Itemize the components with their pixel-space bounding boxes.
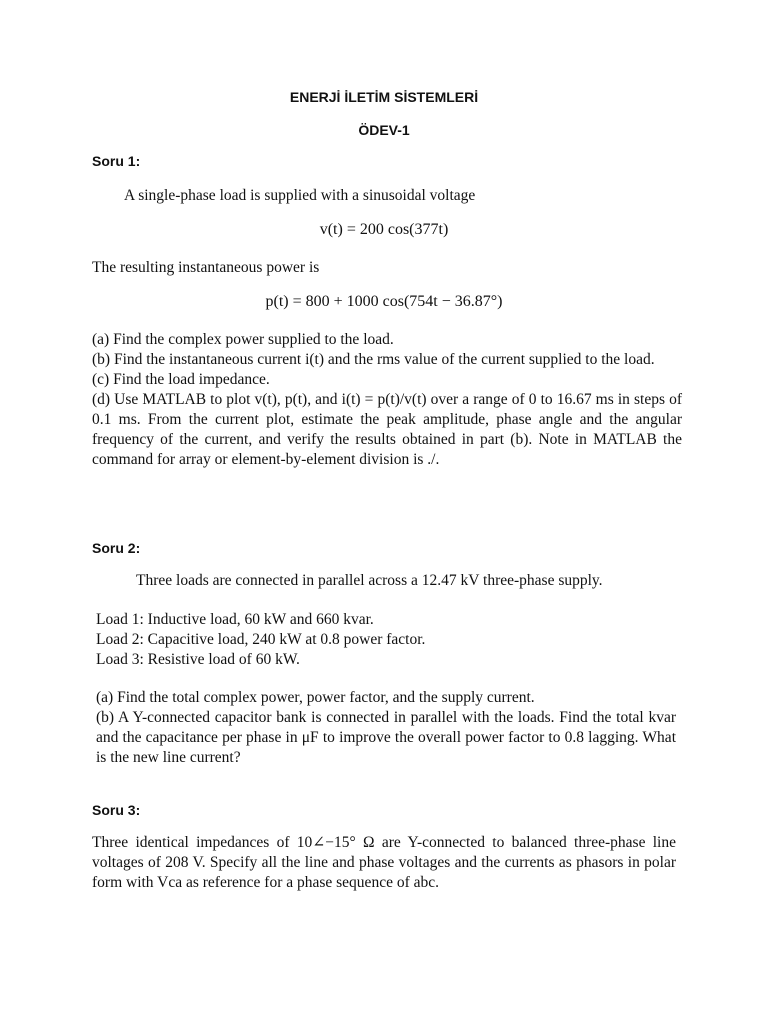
question-3-label: Soru 3: — [92, 802, 141, 818]
question-2-part-a: (a) Find the total complex power, power factor, and the supply current. — [96, 689, 535, 706]
question-2-part-b: (b) A Y-connected capacitor bank is connected in parallel with the loads. Find the total kvar and the capacitance per phase in μF to improve the overall power factor to 0.8 lagging. What is the new line current? — [96, 709, 676, 766]
question-1-part-b: (b) Find the instantaneous current i(t) and the rms value of the current supplied to the load. — [92, 351, 655, 368]
load-2: Load 2: Capacitive load, 240 kW at 0.8 power factor. — [96, 631, 426, 648]
load-1: Load 1: Inductive load, 60 kW and 660 kvar. — [96, 611, 374, 628]
question-1-part-c: (c) Find the load impedance. — [92, 371, 270, 388]
question-2-label: Soru 2: — [92, 540, 141, 556]
question-2-intro: Three loads are connected in parallel across a 12.47 kV three-phase supply. — [136, 572, 603, 589]
power-intro: The resulting instantaneous power is — [92, 259, 320, 276]
document-title: ENERJİ İLETİM SİSTEMLERİ — [289, 89, 479, 105]
question-1-part-d: (d) Use MATLAB to plot v(t), p(t), and i(t) = p(t)/v(t) over a range of 0 to 16.67 ms in steps of 0.1 ms. From the current plot, estimate the peak amplitude, phase angle and the angular frequency of the current, and verify the results obtained in part (b). Note in MATLAB the command for array or element-by-element division is ./. — [92, 391, 682, 468]
question-1-part-a: (a) Find the complex power supplied to the load. — [92, 331, 394, 348]
question-2-parts — [96, 688, 676, 768]
load-3: Load 3: Resistive load of 60 kW. — [96, 651, 300, 668]
document-subtitle: ÖDEV-1 — [358, 122, 410, 138]
question-1-label: Soru 1: — [92, 153, 141, 169]
load-list — [96, 610, 676, 670]
voltage-equation: v(t) = 200 cos(377t) — [319, 221, 449, 238]
question-1-intro: A single-phase load is supplied with a sinusoidal voltage — [124, 187, 476, 204]
question-3-text: Three identical impedances of 10∠−15° Ω are Y-connected to balanced three-phase line voltages of 208 V. Specify all the line and phase voltages and the currents as phasors in polar form with Vca as reference for a phase sequence of abc. — [92, 834, 676, 891]
power-equation: p(t) = 800 + 1000 cos(754t − 36.87°) — [265, 293, 503, 310]
question-1-parts — [92, 330, 682, 470]
